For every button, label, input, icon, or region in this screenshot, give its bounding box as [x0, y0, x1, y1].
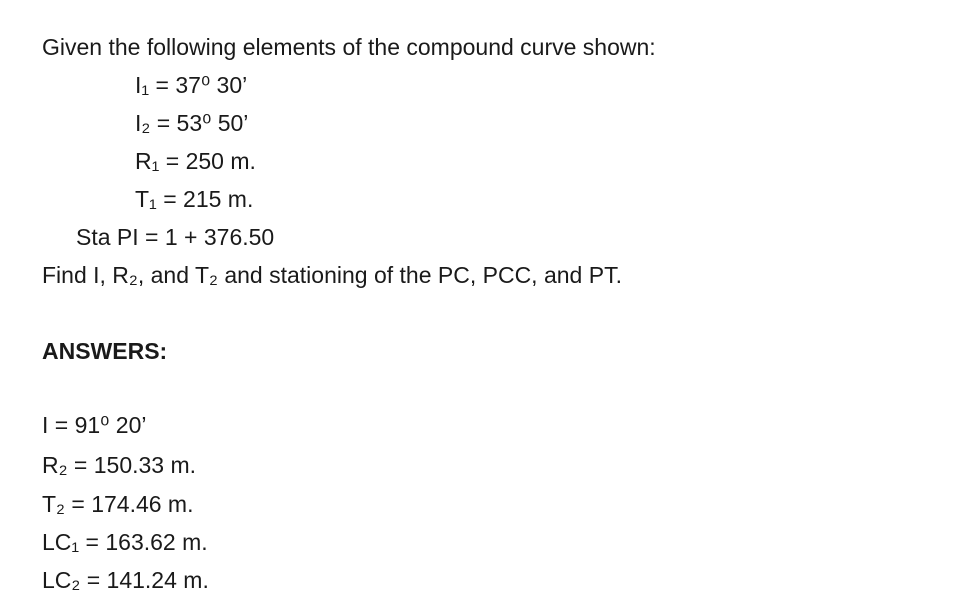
answer-lc2: LC₂ = 141.24 m. [42, 567, 209, 593]
answer-t2: T₂ = 174.46 m. [42, 491, 194, 517]
given-i1: I₁ = 37⁰ 30’ [135, 72, 248, 98]
problem-task: Find I, R₂, and T₂ and stationing of the PC, PCC, and PT. [42, 262, 622, 288]
answer-lc1: LC₁ = 163.62 m. [42, 529, 208, 555]
answer-i: I = 91⁰ 20’ [42, 412, 147, 438]
answers-heading: ANSWERS: [42, 338, 168, 364]
given-station: Sta PI = 1 + 376.50 [76, 224, 275, 250]
answer-r2: R₂ = 150.33 m. [42, 452, 197, 478]
given-t1: T₁ = 215 m. [135, 186, 254, 212]
given-i2: I₂ = 53⁰ 50’ [135, 110, 249, 136]
given-r1: R₁ = 250 m. [135, 148, 256, 174]
problem-intro: Given the following elements of the compound curve shown: [42, 34, 656, 60]
